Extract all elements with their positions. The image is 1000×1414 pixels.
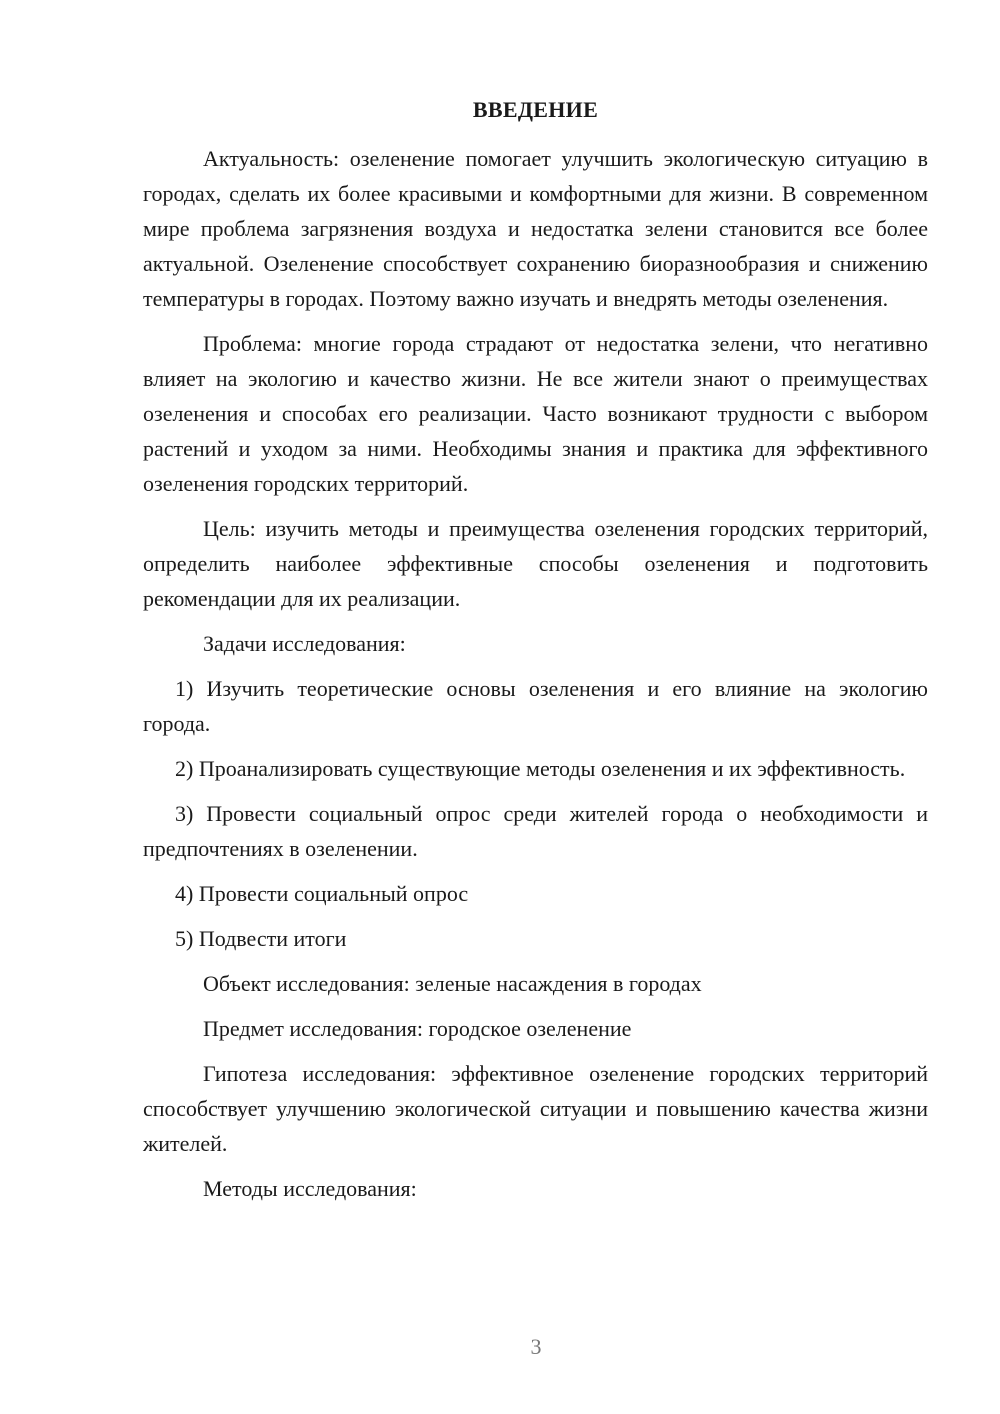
relevance-paragraph: Актуальность: озеленение помогает улучшить экологическую ситуацию в городах, сделать их более красивыми и комфортными для жизни. В современном мире проблема загрязнения воздуха и недостатка зелени становится все более актуальной. Озеленение способствует сохранению биоразнообразия и снижению температуры в городах. Поэтому важно изучать и внедрять методы озеленения. — [143, 146, 928, 311]
subject-paragraph: Предмет исследования: городское озеленение — [203, 1016, 632, 1041]
task-item-2: 2) Проанализировать существующие методы озеленения и их эффективность. — [175, 756, 906, 781]
methods-heading: Методы исследования: — [203, 1176, 417, 1201]
object-paragraph: Объект исследования: зеленые насаждения в городах — [203, 971, 702, 996]
page-number: 3 — [530, 1334, 542, 1359]
problem-paragraph: Проблема: многие города страдают от недостатка зелени, что негативно влияет на экологию и качество жизни. Не все жители знают о преимуществах озеленения и способах его реализации. Часто возникают трудности с выбором растений и уходом за ними. Необходимы знания и практика для эффективного озеленения городских территорий. — [143, 331, 928, 496]
task-item-3: 3) Провести социальный опрос среди жителей города о необходимости и предпочтениях в озеленении. — [143, 801, 928, 861]
task-item-4: 4) Провести социальный опрос — [175, 881, 469, 906]
tasks-heading: Задачи исследования: — [203, 631, 406, 656]
task-item-1: 1) Изучить теоретические основы озеленения и его влияние на экологию города. — [143, 676, 928, 736]
task-item-5: 5) Подвести итоги — [175, 926, 347, 951]
text-column — [143, 92, 928, 1216]
section-title: ВВЕДЕНИЕ — [472, 97, 599, 122]
hypothesis-paragraph: Гипотеза исследования: эффективное озеленение городских территорий способствует улучшению экологической ситуации и повышению качества жизни жителей. — [143, 1061, 928, 1156]
goal-paragraph: Цель: изучить методы и преимущества озеленения городских территорий, определить наиболее эффективные способы озеленения и подготовить рекомендации для их реализации. — [143, 516, 928, 611]
